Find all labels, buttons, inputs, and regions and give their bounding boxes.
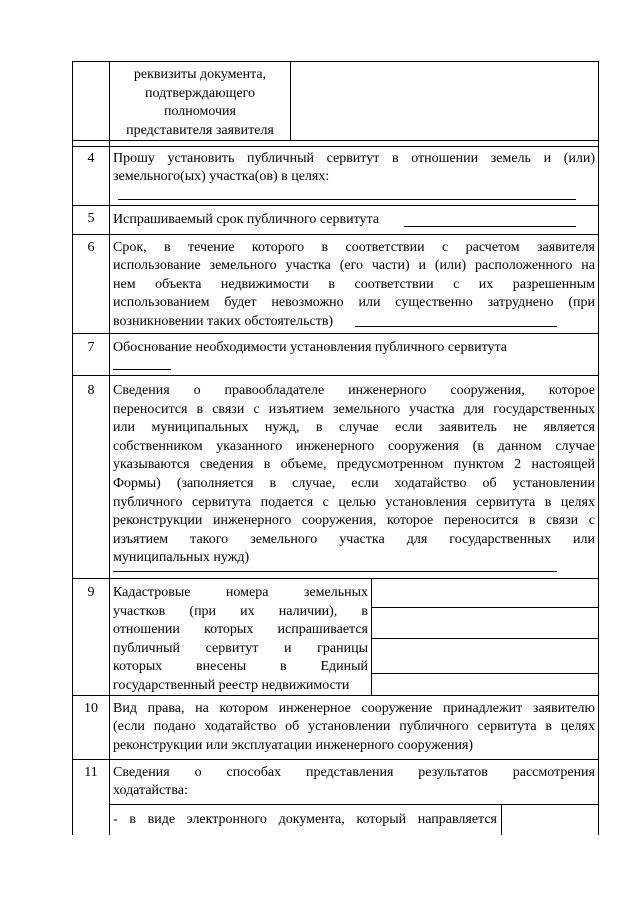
row5-text: Испрашиваемый срок публичного сервитута (113, 212, 380, 227)
result-option-electronic: - в виде электронного документа, который направляется (113, 812, 497, 827)
row-number: 11 (84, 765, 98, 780)
row4-text: Прошу установить публичный сервитут в отношении земель и (или) земельного(ых) участка(ов) в целях: (113, 151, 595, 185)
cadastral-number-field[interactable] (372, 639, 598, 673)
table-left-border (72, 61, 73, 835)
cadastral-number-field[interactable] (372, 608, 598, 638)
result-option-electronic-checkbox[interactable] (502, 805, 598, 835)
row-separator (72, 146, 599, 147)
table-right-border (598, 61, 599, 835)
row8-text: Сведения о правообладателе инженерного сооружения, которое переносится в связи с изъятием земельного участка для государственных или муниципальных нужд, в случае если заявитель не является собственником указанного инженерного сооружения (в данном случае указываются сведения в объеме, предусмотренном пунктом 2 настоящей Формы) (заполняется в случае, если ходатайство об установлении публичного сервитута подается с целью установления сервитута в целях реконструкции инженерного сооружения, которое переносится в связи с изъятием такого земельного участка для государственных или муниципальных нужд) (113, 383, 595, 566)
row-separator (72, 695, 599, 696)
term-input-line[interactable] (404, 226, 576, 227)
owner-input-line[interactable] (113, 571, 557, 572)
period-input-line[interactable] (355, 326, 557, 327)
row7-text: Обоснование необходимости установления публичного сервитута (113, 340, 508, 355)
cadastral-number-field[interactable] (372, 674, 598, 695)
representative-document-value[interactable] (291, 62, 598, 140)
row6-text: Срок, в течение которого в соответствии с расчетом заявителя использование земельного участка (его части) и (или) расположенного на нем объекта недвижимости в соответствии с их разрешенным использованием будет невозможно или существенно затруднено (при возникновении таких обстоятельств) (113, 240, 595, 329)
row-number: 8 (87, 383, 95, 398)
purpose-input-line[interactable] (118, 199, 576, 200)
row-number: 10 (84, 701, 98, 716)
row11-text: Сведения о способах представления результатов рассмотрения ходатайства: (113, 765, 595, 799)
row-separator (72, 759, 599, 760)
row10-text: Вид права, на котором инженерное сооружение принадлежит заявителю (если подано ходатайство об установлении публичного сервитута в целях реконструкции или эксплуатации инженерного сооружения) (113, 701, 595, 753)
row-separator (72, 333, 599, 334)
row-separator (72, 140, 599, 141)
row-separator (72, 375, 599, 376)
cadastral-number-field[interactable] (372, 579, 598, 607)
representative-document-label: реквизиты документа, подтверждающего полномочия представителя заявителя (126, 67, 274, 138)
row9-text: Кадастровые номера земельных участков (при их наличии), в отношении которых испрашивается публичный сервитут и границы которых внесены в Единый государственный реестр недвижимости (113, 585, 368, 693)
row-separator (72, 205, 599, 206)
row-number: 7 (87, 340, 95, 355)
row-separator (72, 234, 599, 235)
table-num-col-border (109, 61, 110, 835)
justification-input-line[interactable] (113, 369, 171, 370)
row-number: 5 (87, 211, 95, 226)
row-number: 6 (87, 240, 95, 255)
row-number: 4 (87, 151, 95, 166)
row-number: 9 (87, 585, 95, 600)
